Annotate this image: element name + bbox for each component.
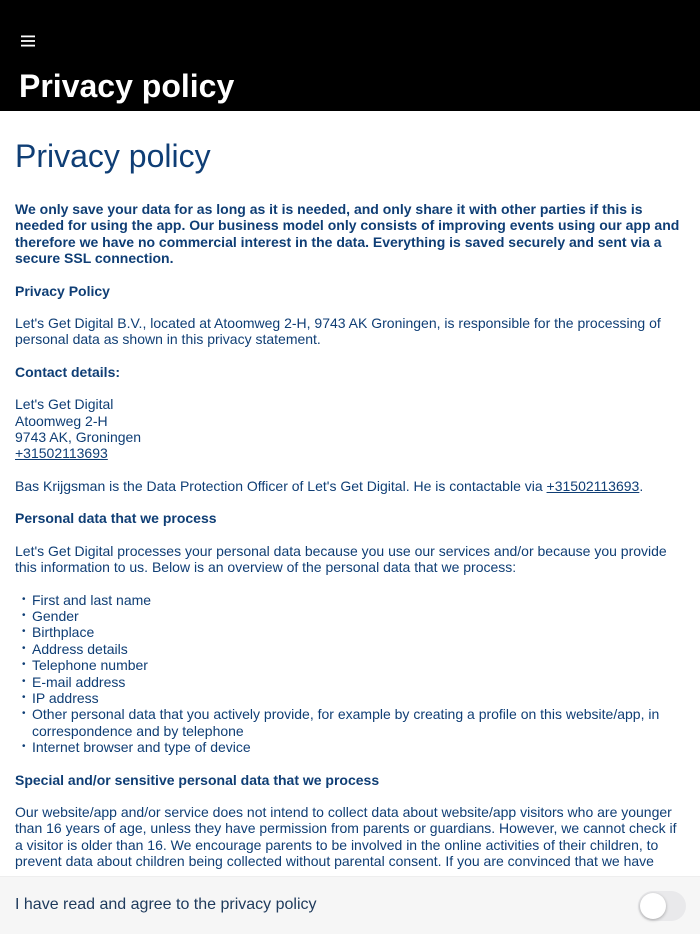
dpo-paragraph (15, 478, 685, 494)
list-item: • Other personal data that you actively provide, for example by creating a profile on this website/app, in correspondence and by telephone (22, 706, 685, 739)
list-item: • Gender (22, 608, 685, 624)
contact-city: 9743 AK, Groningen (15, 429, 142, 446)
list-item: • Address details (22, 641, 685, 657)
sensitive-data-text: Our website/app and/or service does not intend to collect data about website/app visitors who are younger than 16 years of age, unless they have permission from parents or guardians. However, we cannot check if a visitor is older than 16. We encourage parents to be involved in the online activities of their children, to prevent data about children being collected without parental consent. If you are convinced that we have (15, 803, 677, 870)
list-item: • Telephone number (22, 657, 685, 673)
list-item: • E-mail address (22, 674, 685, 690)
page-heading: Privacy policy (15, 138, 211, 174)
privacy-policy-text: Let's Get Digital B.V., located at Atoomweg 2-H, 9743 AK Groningen, is responsible for the processing of personal data as shown in this privacy statement. (15, 315, 661, 348)
agree-label: I have read and agree to the privacy policy (15, 896, 317, 913)
dpo-text: Bas Krijgsman is the Data Protection Officer of Let's Get Digital. He is contactable via (15, 477, 547, 494)
list-item: • Internet browser and type of device (22, 739, 685, 755)
list-item: • First and last name (22, 592, 685, 608)
agreement-bar (0, 876, 700, 934)
toggle-knob (640, 893, 666, 919)
contact-details (15, 396, 685, 462)
hamburger-menu-icon (20, 35, 36, 47)
dpo-text-end: . (639, 477, 644, 494)
policy-scroll-area[interactable] (0, 111, 700, 876)
menu-button[interactable] (14, 28, 42, 54)
dpo-phone-link[interactable]: +31502113693 (546, 477, 640, 494)
contact-phone-link[interactable]: +31502113693 (15, 445, 108, 462)
personal-data-list (15, 592, 685, 756)
nav-title: Privacy policy (19, 68, 235, 104)
list-item: • IP address (22, 690, 685, 706)
contact-company: Let's Get Digital (15, 396, 114, 413)
personal-data-title: Personal data that we process (15, 510, 217, 527)
sensitive-data-title: Special and/or sensitive personal data that we process (15, 771, 380, 788)
privacy-policy-title: Privacy Policy (15, 282, 110, 299)
personal-data-text: Let's Get Digital processes your personal data because you use our services and/or because you provide this information to us. Below is an overview of the personal data that we process: (15, 542, 667, 576)
navigation-bar (0, 0, 700, 111)
contact-street: Atoomweg 2-H (15, 412, 108, 429)
intro-paragraph: We only save your data for as long as it is needed, and only share it with other parties if this is needed for using the app. Our business model only consists of improving events using our app and therefore we have no commercial interest in the data. Everything is saved securely and sent via a secure SSL connection. (15, 201, 680, 267)
policy-content (0, 137, 700, 870)
contact-details-title: Contact details: (15, 363, 121, 380)
agree-toggle[interactable] (638, 891, 686, 921)
list-item: • Birthplace (22, 624, 685, 640)
